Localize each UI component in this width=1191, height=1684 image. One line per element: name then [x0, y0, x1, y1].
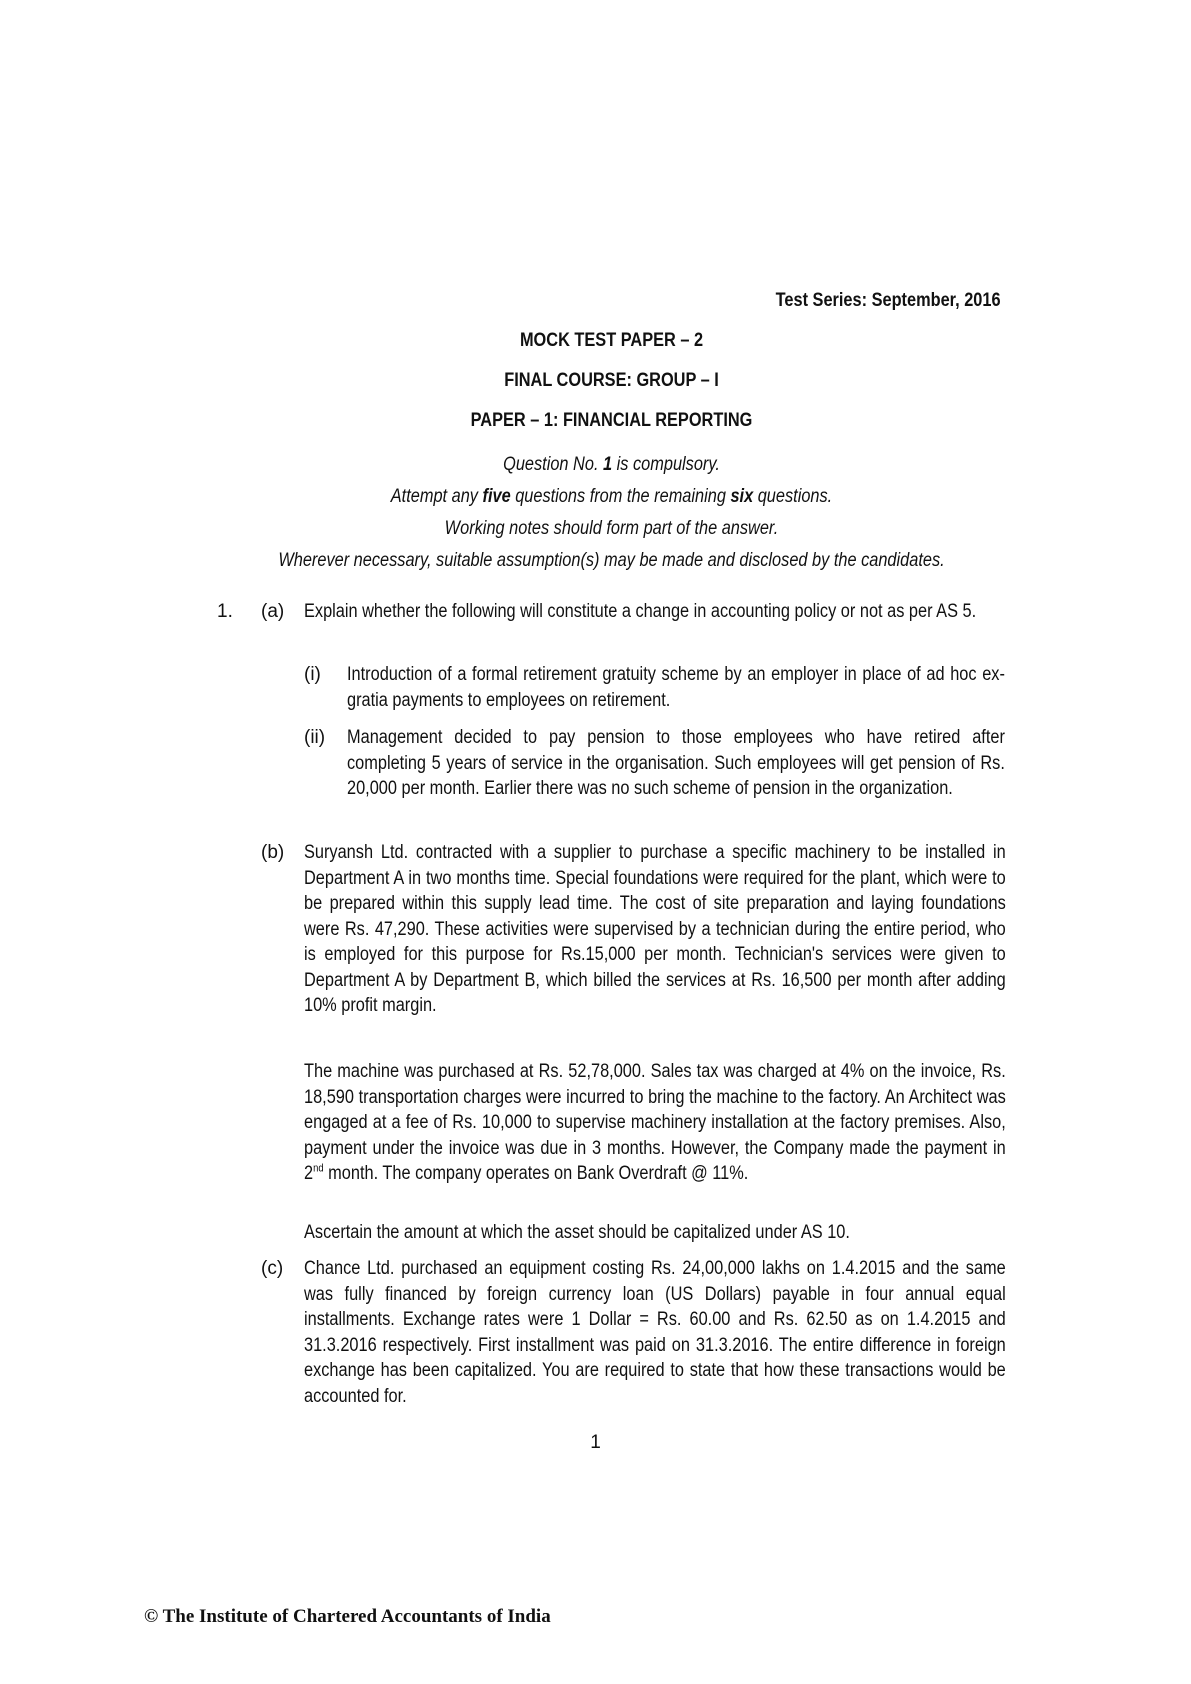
- part-b-label: (b): [261, 842, 285, 863]
- instruction-assumptions: Wherever necessary, suitable assumption(s) may be made and disclosed by the candidates.: [278, 550, 945, 571]
- part-a-label: (a): [261, 601, 285, 622]
- course-title: FINAL COURSE: GROUP – I: [504, 370, 719, 391]
- instruction-attempt: Attempt any five questions from the remaining six questions.: [390, 486, 833, 507]
- item-ii-text: Management decided to pay pension to those employees who have retired after completing 5 years of service in the organisation. Such employees will get pension of Rs. 20,000 per month. Earlier there was no such scheme of pension in the organization.: [347, 727, 1005, 799]
- part-b-paragraph-2: The machine was purchased at Rs. 52,78,000. Sales tax was charged at 4% on the invoice, Rs. 18,590 transportation charges were incurred to bring the machine to the factory. An Architect was engaged at a fee of Rs. 10,000 to supervise machinery installation at the factory premises. Also, payment under the invoice was due in 3 months. However, the Company made the payment in 2nd month. The company operates on Bank Overdraft @ 11%.: [304, 1061, 1006, 1184]
- instruction-working-notes: Working notes should form part of the answer.: [444, 518, 779, 539]
- part-a-text: Explain whether the following will constitute a change in accounting policy or not as per AS 5.: [304, 601, 977, 622]
- instruction-compulsory: Question No. 1 is compulsory.: [503, 454, 720, 475]
- page-number: 1: [590, 1432, 601, 1453]
- part-c-label: (c): [261, 1258, 284, 1279]
- item-ii-label: (ii): [304, 727, 326, 748]
- part-b-paragraph-3: Ascertain the amount at which the asset should be capitalized under AS 10.: [304, 1222, 850, 1243]
- question-number: 1.: [217, 601, 233, 622]
- test-series-heading: Test Series: September, 2016: [776, 290, 1001, 311]
- item-i-label: (i): [304, 664, 321, 685]
- item-i-text: Introduction of a formal retirement gratuity scheme by an employer in place of ad hoc ex-gratia payments to employees on retirement.: [347, 664, 1005, 711]
- footer-copyright: © The Institute of Chartered Accountants of India: [144, 1606, 551, 1627]
- part-c-text: Chance Ltd. purchased an equipment costing Rs. 24,00,000 lakhs on 1.4.2015 and the same was fully financed by foreign currency loan (US Dollars) payable in four annual equal installments. Exchange rates were 1 Dollar = Rs. 60.00 and Rs. 62.50 as on 1.4.2015 and 31.3.2016 respectively. First installment was paid on 31.3.2016. The entire difference in foreign exchange has been capitalized. You are required to state that how these transactions would be accounted for.: [304, 1258, 1006, 1407]
- paper-title: PAPER – 1: FINANCIAL REPORTING: [470, 410, 753, 431]
- part-b-paragraph-1: Suryansh Ltd. contracted with a supplier to purchase a specific machinery to be installed in Department A in two months time. Special foundations were required for the plant, which were to be prepared within this supply lead time. The cost of site preparation and laying foundations were Rs. 47,290. These activities were supervised by a technician during the entire period, who is employed for this purpose for Rs.15,000 per month. Technician's services were given to Department A by Department B, which billed the services at Rs. 16,500 per month after adding 10% profit margin.: [304, 842, 1006, 1016]
- mock-test-title: MOCK TEST PAPER – 2: [519, 330, 704, 351]
